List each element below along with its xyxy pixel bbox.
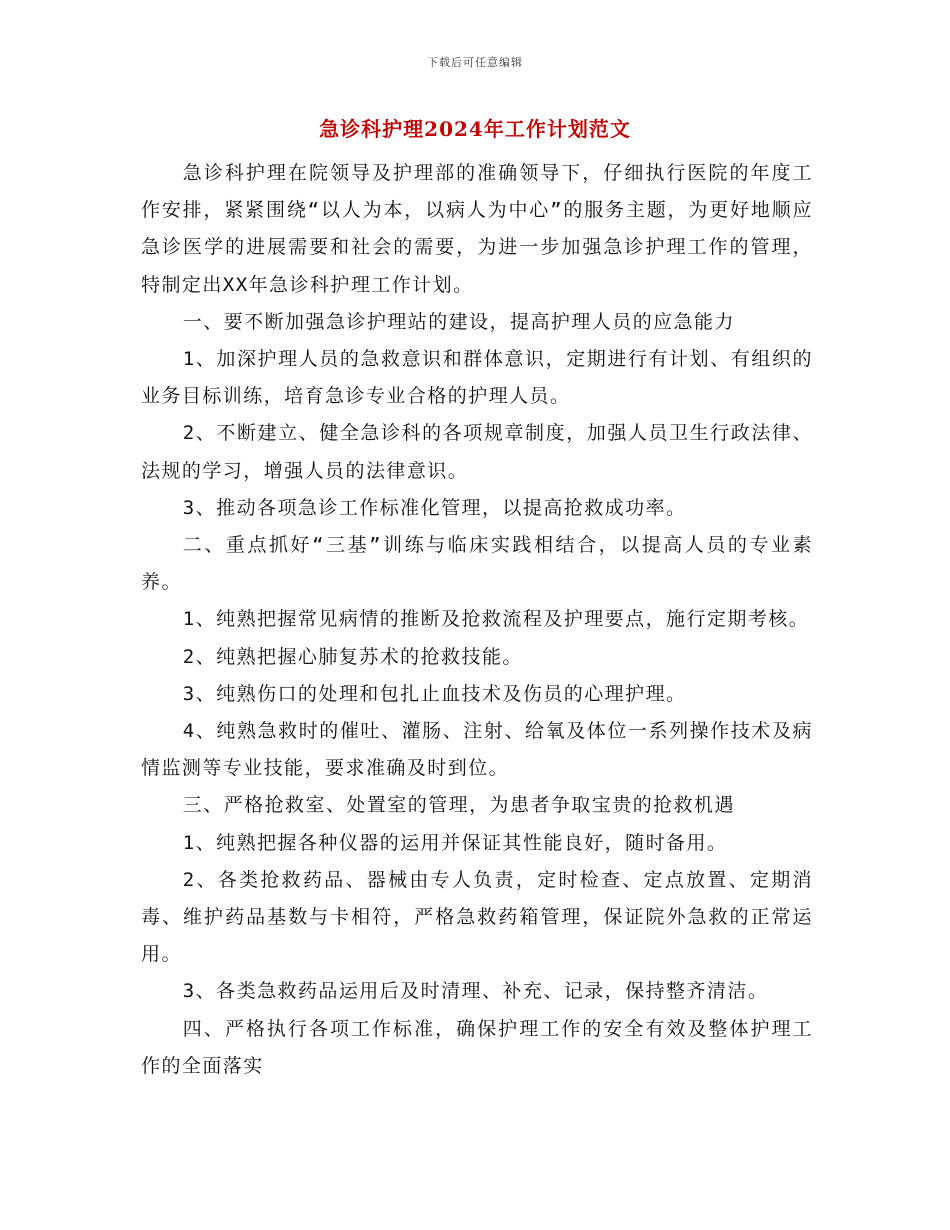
paragraph-item: 3、各类急救药品运用后及时清理、补充、记录，保持整齐清洁。 [182,980,769,1003]
section-heading-2: 二、重点抓好“三基”训练与临床实践相结合，以提高人员的专业素养。 [141,534,813,594]
document-title: 急诊科护理2024年工作计划范文 [319,117,631,141]
section-heading-4: 四、严格执行各项工作标准，确保护理工作的安全有效及整体护理工作的全面落实 [141,1017,813,1077]
paragraph-item: 2、各类抢救药品、器械由专人负责，定时检查、定点放置、定期消毒、维护药品基数与卡相符，严格急救药箱管理，保证院外急救的正常运用。 [141,868,813,966]
paragraph-item: 1、加深护理人员的急救意识和群体意识，定期进行有计划、有组织的业务目标训练，培育急诊专业合格的护理人员。 [141,348,813,408]
paragraph-intro: 急诊科护理在院领导及护理部的准确领导下，仔细执行医院的年度工作安排，紧紧围绕“以人为本，以病人为中心”的服务主题，为更好地顺应急诊医学的进展需要和社会的需要，为进一步加强急诊护理工作的管理，特制定出XX年急诊科护理工作计划。 [141,162,813,296]
paragraph-item: 4、纯熟急救时的催吐、灌肠、注射、给氧及体位一系列操作技术及病情监测等专业技能，要求准确及时到位。 [141,720,813,780]
section-heading-1: 一、要不断加强急诊护理站的建设，提高护理人员的应急能力 [182,310,735,333]
paragraph-item: 3、推动各项急诊工作标准化管理，以提高抢救成功率。 [182,496,687,519]
header-note: 下载后可任意编辑 [427,56,523,69]
paragraph-item: 1、纯熟把握各种仪器的运用并保证其性能良好，随时备用。 [182,831,728,854]
paragraph-item: 2、不断建立、健全急诊科的各项规章制度，加强人员卫生行政法律、法规的学习，增强人员的法律意识。 [141,422,813,482]
document-body [141,155,813,1085]
section-heading-3: 三、严格抢救室、处置室的管理，为患者争取宝贵的抢救机遇 [182,794,735,817]
paragraph-item: 2、纯熟把握心肺复苏术的抢救技能。 [182,645,523,668]
paragraph-item: 3、纯熟伤口的处理和包扎止血技术及伤员的心理护理。 [182,682,687,705]
paragraph-item: 1、纯熟把握常见病情的推断及抢救流程及护理要点，施行定期考核。 [182,608,810,631]
